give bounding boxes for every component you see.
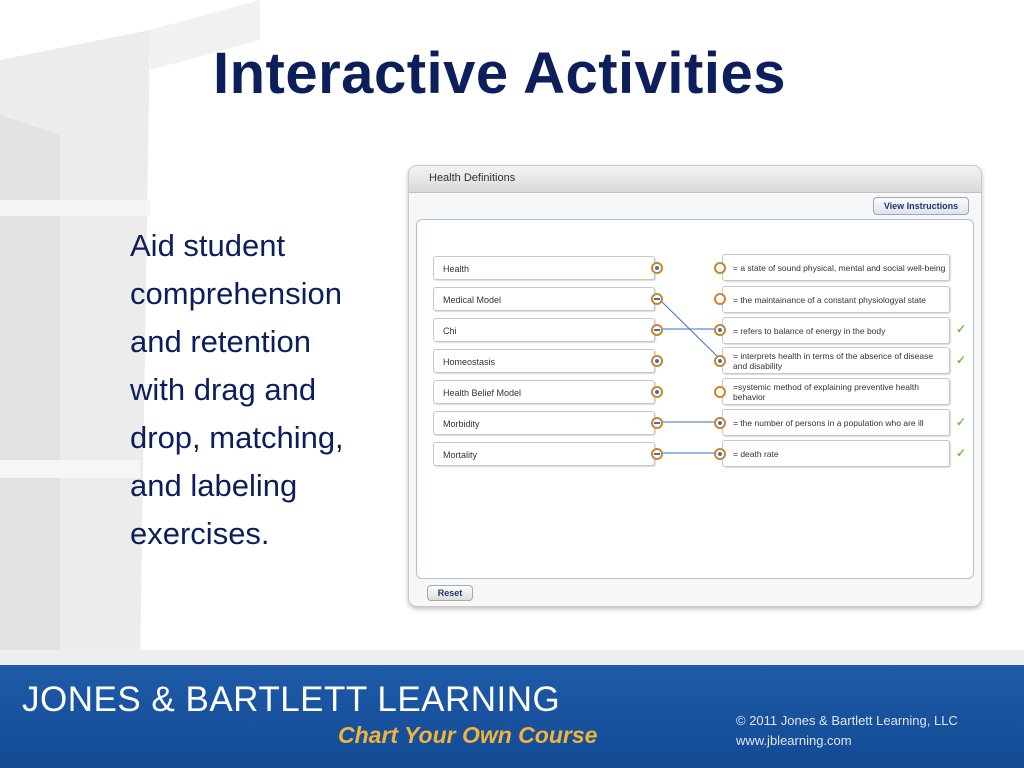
definition-text: =systemic method of explaining preventive health behavior: [733, 381, 919, 402]
definition-item[interactable]: [722, 286, 950, 313]
definition-connector-node[interactable]: [714, 448, 726, 460]
term-connector-node[interactable]: [651, 324, 663, 336]
term-connector-node[interactable]: [651, 293, 663, 305]
view-instructions-button[interactable]: View Instructions: [873, 197, 969, 215]
definition-text: = refers to balance of energy in the body: [733, 325, 886, 336]
footer-brand: JONES & BARTLETT LEARNING: [22, 680, 561, 719]
activity-title: Health Definitions: [429, 172, 516, 184]
definition-item[interactable]: [722, 440, 950, 467]
footer-copyright-block: [736, 711, 958, 751]
definition-connector-node[interactable]: [714, 324, 726, 336]
body-line: exercises.: [130, 516, 270, 551]
body-line: and labeling: [130, 468, 298, 503]
definition-connector-node[interactable]: [714, 262, 726, 274]
activity-window: [408, 165, 982, 607]
body-line: with drag and: [130, 372, 317, 407]
activity-titlebar: [409, 166, 981, 193]
term-medical-model[interactable]: Medical Model: [433, 287, 655, 311]
definition-connector-node[interactable]: [714, 386, 726, 398]
definition-item[interactable]: [722, 254, 950, 281]
definition-item[interactable]: [722, 347, 950, 374]
check-icon: ✓: [956, 353, 967, 367]
definition-item[interactable]: [722, 409, 950, 436]
definition-text: = the number of persons in a population who are ill: [733, 417, 924, 428]
definition-text: = the maintainance of a constant physiologyal state: [733, 294, 927, 305]
definition-connector-node[interactable]: [714, 293, 726, 305]
definition-item[interactable]: [722, 317, 950, 344]
reset-button[interactable]: Reset: [427, 585, 473, 601]
term-morbidity[interactable]: Morbidity: [433, 411, 655, 435]
slide-title: Interactive Activities: [213, 41, 786, 106]
term-homeostasis[interactable]: Homeostasis: [433, 349, 655, 373]
check-icon: ✓: [956, 322, 967, 336]
term-chi[interactable]: Chi: [433, 318, 655, 342]
body-line: drop, matching,: [130, 420, 344, 455]
definition-text: = a state of sound physical, mental and social well-being: [733, 262, 946, 273]
footer-copyright: © 2011 Jones & Bartlett Learning, LLC: [736, 713, 958, 728]
body-line: and retention: [130, 324, 311, 359]
check-icon: ✓: [956, 415, 967, 429]
term-mortality[interactable]: Mortality: [433, 442, 655, 466]
definition-text: = interprets health in terms of the absence of disease and disability: [733, 350, 934, 371]
definition-connector-node[interactable]: [714, 355, 726, 367]
term-connector-node[interactable]: [651, 386, 663, 398]
matching-panel: [416, 219, 974, 579]
term-connector-node[interactable]: [651, 448, 663, 460]
term-health-belief-model[interactable]: Health Belief Model: [433, 380, 655, 404]
term-connector-node[interactable]: [651, 355, 663, 367]
body-line: comprehension: [130, 276, 342, 311]
footer-tagline: Chart Your Own Course: [338, 722, 598, 748]
definition-text: = death rate: [733, 448, 779, 459]
definition-connector-node[interactable]: [714, 417, 726, 429]
term-connector-node[interactable]: [651, 417, 663, 429]
term-connector-node[interactable]: [651, 262, 663, 274]
term-health[interactable]: Health: [433, 256, 655, 280]
definition-item[interactable]: [722, 378, 950, 405]
body-line: Aid student: [130, 228, 286, 263]
footer-website: www.jblearning.com: [736, 733, 852, 748]
check-icon: ✓: [956, 446, 967, 460]
slide-body-text: [130, 222, 400, 558]
